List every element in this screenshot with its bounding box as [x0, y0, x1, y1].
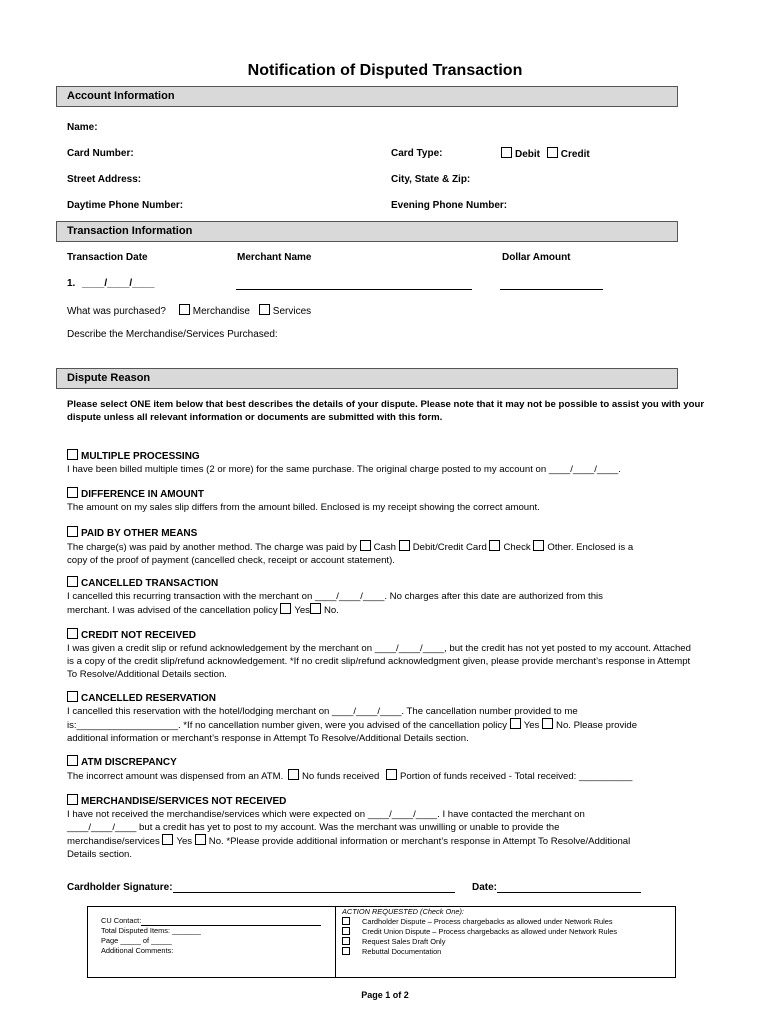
reason-text: I have not received the merchandise/services which were expected on ____/____/____. I have contacted the merchant on	[67, 809, 585, 820]
check-checkbox[interactable]	[489, 540, 500, 551]
dispute-instructions: Please select ONE item below that best describes the details of your dispute. Please note that it may not be possible to assist you with your dispute unless all relevant information or documents are submitted with this form.	[67, 399, 705, 423]
services-checkbox[interactable]	[259, 304, 270, 315]
date-label: Date:	[472, 882, 498, 893]
no-funds-checkbox[interactable]	[288, 769, 299, 780]
action-label: Request Sales Draft Only	[362, 937, 446, 946]
merchandise-label: Merchandise	[192, 306, 250, 317]
reason-text-2: merchant. I was advised of the cancellation policy	[67, 605, 281, 616]
reason-title: ATM DISCREPANCY	[81, 757, 177, 768]
portion-funds-label: Portion of funds received - Total received: __________	[399, 771, 633, 782]
yes-checkbox[interactable]	[510, 718, 521, 729]
signature-label: Cardholder Signature:	[67, 882, 173, 893]
paid-by-other-means-checkbox[interactable]	[67, 526, 78, 537]
page-of-label: Page _____ of _____	[101, 936, 172, 945]
reason-multiple-processing	[67, 449, 695, 476]
reason-title: MULTIPLE PROCESSING	[81, 451, 200, 462]
reason-title: CREDIT NOT RECEIVED	[81, 630, 197, 641]
yes-label: Yes	[294, 605, 310, 616]
no-checkbox[interactable]	[195, 834, 206, 845]
services-label: Services	[272, 306, 312, 317]
cu-contact-field[interactable]	[141, 917, 321, 926]
row-number: 1.	[67, 278, 76, 289]
street-address-label: Street Address:	[67, 174, 142, 185]
credit-label: Credit	[560, 149, 590, 160]
reason-cancelled-transaction	[67, 576, 695, 617]
other-label: Other. Enclosed is a	[547, 542, 634, 553]
no-funds-label: No funds received	[301, 771, 380, 782]
no-label: No. *Please provide additional information or merchant’s response in Attempt To Resolve/Additional	[208, 836, 631, 847]
no-label: No.	[323, 605, 339, 616]
describe-label: Describe the Merchandise/Services Purchased:	[67, 329, 278, 340]
cash-label: Cash	[373, 542, 397, 553]
no-checkbox[interactable]	[542, 718, 553, 729]
action-item	[342, 937, 445, 946]
reason-cancelled-reservation	[67, 691, 695, 745]
yes-label: Yes	[523, 720, 540, 731]
date-row	[472, 882, 641, 893]
dollar-amount-header: Dollar Amount	[502, 252, 571, 263]
dollar-amount-field[interactable]	[500, 278, 603, 290]
card-number-label: Card Number:	[67, 148, 134, 159]
action-requested-header: ACTION REQUESTED (Check One):	[342, 907, 464, 916]
reason-text: The amount on my sales slip differs from the amount billed. Enclosed is my receipt showing the correct amount.	[67, 502, 540, 513]
action-label: Cardholder Dispute – Process chargebacks as allowed under Network Rules	[362, 917, 613, 926]
reason-text: I was given a credit slip or refund acknowledgement by the merchant on ____/____/____, but the credit has not yet posted to my account. Attached is a copy of the credit slip/refund acknowledgement. *If no credit slip/refund acknowledgment given, please provide merchant’s response in Attempt To Resolve/Additional Details section.	[67, 643, 691, 680]
debit-credit-checkbox[interactable]	[399, 540, 410, 551]
page-title: Notification of Disputed Transaction	[247, 62, 523, 79]
merchandise-not-received-checkbox[interactable]	[67, 794, 78, 805]
reason-text: The incorrect amount was dispensed from an ATM.	[67, 771, 286, 782]
city-state-zip-label: City, State & Zip:	[391, 174, 471, 185]
multiple-processing-checkbox[interactable]	[67, 449, 78, 460]
card-type-label: Card Type:	[391, 148, 443, 159]
reason-text-4: Details section.	[67, 849, 133, 860]
transaction-section-header: Transaction Information	[56, 221, 678, 242]
reason-atm-discrepancy	[67, 755, 695, 783]
portion-funds-checkbox[interactable]	[386, 769, 397, 780]
reason-difference-in-amount	[67, 487, 695, 514]
cancelled-transaction-checkbox[interactable]	[67, 576, 78, 587]
action-checkbox[interactable]	[342, 927, 350, 935]
reason-merchandise-not-received	[67, 794, 695, 861]
reason-text: The charge(s) was paid by another method. The charge was paid by	[67, 542, 360, 553]
merchant-name-header: Merchant Name	[237, 252, 312, 263]
debit-credit-label: Debit/Credit Card	[412, 542, 487, 553]
check-label: Check	[503, 542, 531, 553]
reason-credit-not-received	[67, 628, 695, 681]
reason-text: I cancelled this reservation with the hotel/lodging merchant on ____/____/____. The cancellation number provided to me	[67, 706, 578, 717]
account-section-header: Account Information	[56, 86, 678, 107]
atm-discrepancy-checkbox[interactable]	[67, 755, 78, 766]
page-number: Page 1 of 2	[361, 990, 409, 1000]
credit-not-received-checkbox[interactable]	[67, 628, 78, 639]
debit-checkbox[interactable]	[501, 147, 512, 158]
reason-title: PAID BY OTHER MEANS	[81, 528, 198, 539]
cash-checkbox[interactable]	[360, 540, 371, 551]
merchandise-checkbox[interactable]	[179, 304, 190, 315]
action-label: Rebuttal Documentation	[362, 947, 442, 956]
reason-title: CANCELLED RESERVATION	[81, 693, 217, 704]
no-label: No. Please provide	[556, 720, 638, 731]
signature-field[interactable]	[173, 882, 455, 893]
action-checkbox[interactable]	[342, 937, 350, 945]
signature-row	[67, 882, 455, 893]
cancelled-reservation-checkbox[interactable]	[67, 691, 78, 702]
action-item	[342, 917, 613, 926]
difference-in-amount-checkbox[interactable]	[67, 487, 78, 498]
reason-title: DIFFERENCE IN AMOUNT	[81, 489, 204, 500]
internal-box-divider	[335, 906, 336, 978]
transaction-date-header: Transaction Date	[67, 252, 148, 263]
action-item	[342, 927, 617, 936]
reason-title: CANCELLED TRANSACTION	[81, 578, 219, 589]
debit-label: Debit	[515, 149, 540, 160]
reason-title: MERCHANDISE/SERVICES NOT RECEIVED	[81, 796, 287, 807]
total-items-label: Total Disputed Items: _______	[101, 926, 201, 935]
dispute-section-header: Dispute Reason	[56, 368, 678, 389]
comments-label: Additional Comments:	[101, 946, 174, 955]
evening-phone-label: Evening Phone Number:	[391, 200, 508, 211]
no-checkbox[interactable]	[310, 603, 321, 614]
card-type-options	[501, 147, 590, 160]
action-checkbox[interactable]	[342, 917, 350, 925]
reason-text-3: merchandise/services	[67, 836, 163, 847]
what-purchased-row	[67, 304, 311, 317]
reason-paid-by-other-means	[67, 526, 695, 567]
name-label: Name:	[67, 122, 98, 133]
daytime-phone-label: Daytime Phone Number:	[67, 200, 184, 211]
what-purchased-label: What was purchased?	[67, 306, 166, 317]
date-field[interactable]	[497, 882, 641, 893]
cu-contact-row	[101, 916, 321, 926]
yes-checkbox[interactable]	[280, 603, 291, 614]
reason-text: I have been billed multiple times (2 or more) for the same purchase. The original charge posted to my account on ____/____/____.	[67, 464, 621, 475]
cu-contact-label: CU Contact:	[101, 916, 142, 925]
merchant-name-field[interactable]	[236, 278, 472, 290]
credit-checkbox[interactable]	[547, 147, 558, 158]
reason-text-2: copy of the proof of payment (cancelled check, receipt or account statement).	[67, 555, 395, 566]
other-checkbox[interactable]	[533, 540, 544, 551]
action-label: Credit Union Dispute – Process chargebacks as allowed under Network Rules	[362, 927, 618, 936]
reason-text-3: additional information or merchant’s response in Attempt To Resolve/Additional Details section.	[67, 733, 469, 744]
transaction-date-field[interactable]: ____/____/____	[82, 278, 155, 289]
reason-text: I cancelled this recurring transaction with the merchant on ____/____/____. No charges after this date are authorized from this	[67, 591, 603, 602]
action-item	[342, 947, 441, 956]
reason-text-2: is:___________________. *If no cancellation number given, were you advised of the cancellation policy	[67, 720, 510, 731]
yes-checkbox[interactable]	[162, 834, 173, 845]
action-checkbox[interactable]	[342, 947, 350, 955]
yes-label: Yes	[176, 836, 193, 847]
transaction-row-1	[67, 278, 154, 289]
reason-text-2: ____/____/____ but a credit has yet to post to my account. Was the merchant was unwilling or unable to provide the	[67, 822, 560, 833]
